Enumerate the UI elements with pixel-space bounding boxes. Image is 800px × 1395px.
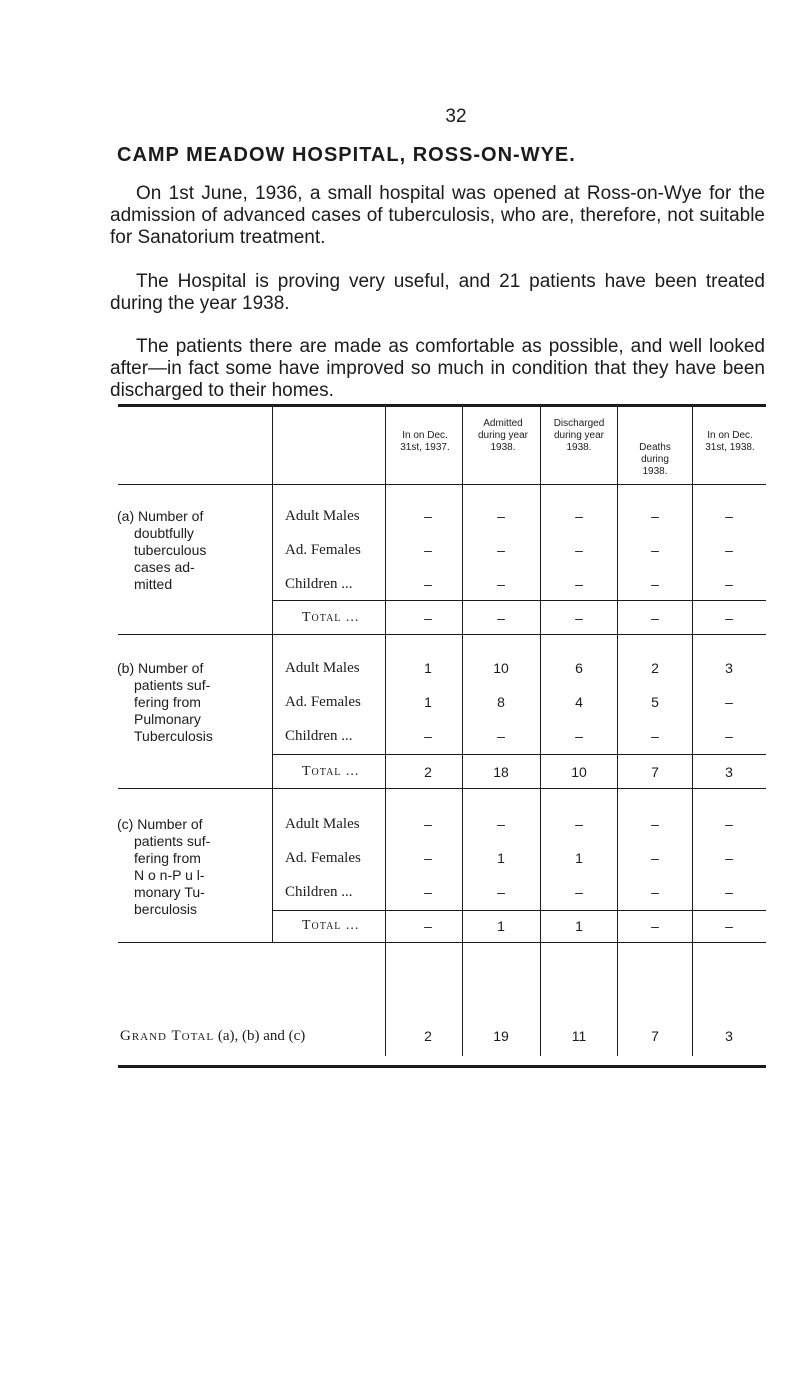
row-label: Ad. Females xyxy=(285,542,361,558)
cell-value: – xyxy=(424,728,432,744)
grand-total-value: 11 xyxy=(571,1028,587,1044)
row-label: Adult Males xyxy=(285,508,360,524)
cell-value: 4 xyxy=(575,694,583,710)
group-c-label: (c) Number of patients suf- fering from N o n-P u l- monary Tu- berculosis xyxy=(117,816,211,917)
cell-value: 3 xyxy=(725,660,733,676)
page-title: CAMP MEADOW HOSPITAL, ROSS-ON-WYE. xyxy=(117,144,576,166)
cell-value: – xyxy=(651,816,659,832)
paragraph-usefulness: The Hospital is proving very useful, and 21 patients have been treated during the year 1938. xyxy=(110,271,765,314)
total-value: 7 xyxy=(651,764,659,780)
total-value: 2 xyxy=(424,764,432,780)
cell-value: 6 xyxy=(575,660,583,676)
cell-value: – xyxy=(651,728,659,744)
total-label: Total ... xyxy=(302,764,360,779)
total-value: 18 xyxy=(493,764,509,780)
grand-total-label: Grand Total (a), (b) and (c) xyxy=(120,1028,306,1044)
row-label: Ad. Females xyxy=(285,694,361,710)
paragraph-opening: On 1st June, 1936, a small hospital was opened at Ross-on-Wye for the admission of advanced cases of tuberculosis, who are, therefore, not suitable for Sanatorium treatment. xyxy=(110,183,765,248)
grand-total-value: 7 xyxy=(651,1028,659,1044)
header-deaths: Deaths during 1938. xyxy=(639,442,671,477)
row-label: Adult Males xyxy=(285,816,360,832)
cell-value: – xyxy=(497,576,505,592)
cell-value: – xyxy=(497,508,505,524)
cell-value: – xyxy=(725,694,733,710)
cell-value: – xyxy=(497,884,505,900)
group-b-bottom-rule xyxy=(118,788,766,789)
col-rule-4 xyxy=(540,406,541,1056)
row-label: Children ... xyxy=(285,884,353,900)
group-c-bottom-rule xyxy=(118,942,766,943)
group-a-label: (a) Number of doubtfully tuberculous cases ad- mitted xyxy=(117,508,207,592)
cell-value: – xyxy=(424,542,432,558)
col-rule-3 xyxy=(462,406,463,1056)
total-value: – xyxy=(424,918,432,934)
header-bottom-rule xyxy=(118,484,766,485)
total-value: – xyxy=(651,918,659,934)
group-a-bottom-rule xyxy=(118,634,766,635)
cell-value: 1 xyxy=(575,850,583,866)
cell-value: – xyxy=(651,850,659,866)
cell-value: – xyxy=(651,576,659,592)
row-label: Adult Males xyxy=(285,660,360,676)
total-value: 1 xyxy=(575,918,583,934)
cell-value: – xyxy=(575,542,583,558)
cell-value: – xyxy=(497,728,505,744)
col-rule-2 xyxy=(385,406,386,1056)
cell-value: – xyxy=(575,816,583,832)
cell-value: – xyxy=(651,884,659,900)
cell-value: – xyxy=(575,884,583,900)
header-discharged: Discharged during year 1938. xyxy=(553,418,605,453)
cell-value: – xyxy=(575,508,583,524)
cell-value: – xyxy=(575,576,583,592)
cell-value: 10 xyxy=(493,660,509,676)
cell-value: – xyxy=(725,576,733,592)
cell-value: – xyxy=(725,816,733,832)
col-rule-6 xyxy=(692,406,693,1056)
cell-value: – xyxy=(725,508,733,524)
total-value: – xyxy=(424,610,432,626)
header-in-1937: In on Dec. 31st, 1937. xyxy=(400,430,450,453)
cell-value: – xyxy=(424,884,432,900)
col-rule-1 xyxy=(272,406,273,942)
total-value: 10 xyxy=(571,764,587,780)
paragraph-comfort: The patients there are made as comfortable as possible, and well looked after—in fact some have improved so much in condition that they have been discharged to their homes. xyxy=(110,336,765,401)
table-bottom-rule xyxy=(118,1065,766,1068)
total-value: 3 xyxy=(725,764,733,780)
cell-value: – xyxy=(725,542,733,558)
cell-value: – xyxy=(497,542,505,558)
grand-total-value: 3 xyxy=(725,1028,733,1044)
page-number: 32 xyxy=(445,106,467,127)
cell-value: – xyxy=(725,884,733,900)
cell-value: 5 xyxy=(651,694,659,710)
cell-value: – xyxy=(575,728,583,744)
header-in-1938: In on Dec. 31st, 1938. xyxy=(705,430,755,453)
cell-value: 1 xyxy=(497,850,505,866)
table-top-rule xyxy=(118,404,766,407)
row-label: Children ... xyxy=(285,576,353,592)
row-label: Ad. Females xyxy=(285,850,361,866)
cell-value: – xyxy=(725,850,733,866)
total-value: – xyxy=(725,610,733,626)
cell-value: – xyxy=(424,508,432,524)
header-admitted: Admitted during year 1938. xyxy=(477,418,529,453)
row-label: Children ... xyxy=(285,728,353,744)
grand-total-value: 2 xyxy=(424,1028,432,1044)
grand-total-value: 19 xyxy=(493,1028,509,1044)
cell-value: – xyxy=(651,508,659,524)
group-b-label: (b) Number of patients suf- fering from Pulmonary Tuberculosis xyxy=(117,660,213,744)
total-value: – xyxy=(651,610,659,626)
total-value: – xyxy=(575,610,583,626)
total-value: – xyxy=(497,610,505,626)
total-label: Total ... xyxy=(302,610,360,625)
cell-value: – xyxy=(424,576,432,592)
cell-value: 1 xyxy=(424,660,432,676)
cell-value: – xyxy=(424,816,432,832)
cell-value: – xyxy=(725,728,733,744)
cell-value: – xyxy=(651,542,659,558)
cell-value: 8 xyxy=(497,694,505,710)
cell-value: 1 xyxy=(424,694,432,710)
cell-value: – xyxy=(497,816,505,832)
cell-value: 2 xyxy=(651,660,659,676)
total-value: – xyxy=(725,918,733,934)
col-rule-5 xyxy=(617,406,618,1056)
total-value: 1 xyxy=(497,918,505,934)
total-label: Total ... xyxy=(302,918,360,933)
cell-value: – xyxy=(424,850,432,866)
